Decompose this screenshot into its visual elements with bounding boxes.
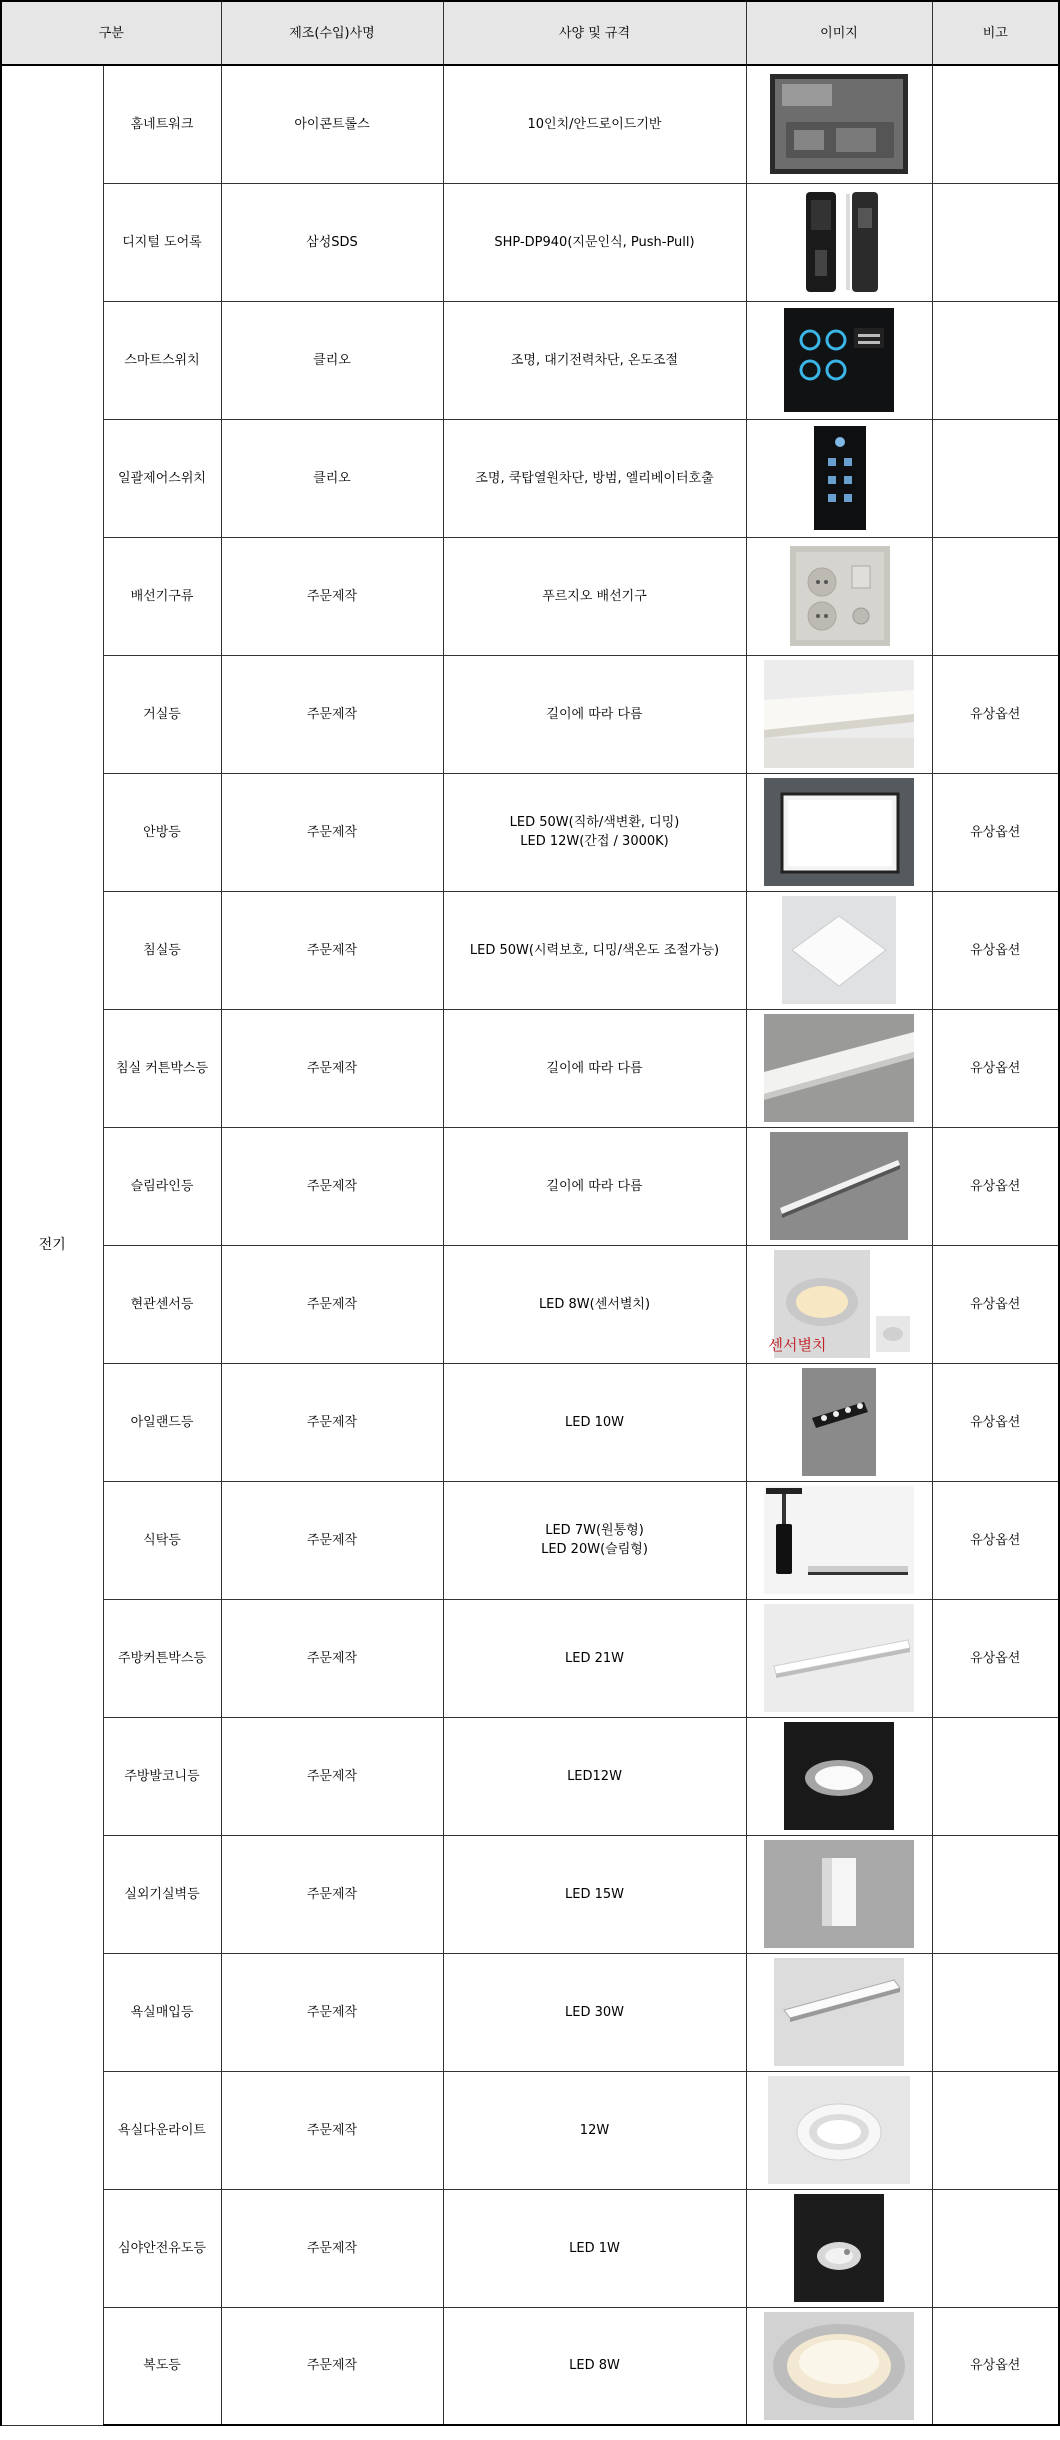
note-text bbox=[932, 1717, 1059, 1835]
maker-name: 주문제작 bbox=[221, 1363, 443, 1481]
item-name: 일괄제어스위치 bbox=[103, 419, 221, 537]
smart-switch-image bbox=[764, 306, 914, 414]
product-image bbox=[746, 419, 932, 537]
outdoor-unit-wall-light-image bbox=[764, 1840, 914, 1948]
item-name: 침실 커튼박스등 bbox=[103, 1009, 221, 1127]
spec-text bbox=[443, 1009, 746, 1127]
spec-text bbox=[443, 183, 746, 301]
note-text bbox=[932, 537, 1059, 655]
living-light-image bbox=[764, 660, 914, 768]
spec-text bbox=[443, 1599, 746, 1717]
wall-outlet-image bbox=[764, 542, 914, 650]
note-text: 유상옵션 bbox=[932, 1599, 1059, 1717]
maker-name: 삼성SDS bbox=[221, 183, 443, 301]
table-row bbox=[1, 773, 1059, 891]
spec-text bbox=[443, 1835, 746, 1953]
item-name: 실외기실벽등 bbox=[103, 1835, 221, 1953]
maker-name: 주문제작 bbox=[221, 1009, 443, 1127]
item-name: 거실등 bbox=[103, 655, 221, 773]
kitchen-curtain-light-image bbox=[764, 1604, 914, 1712]
item-name: 스마트스위치 bbox=[103, 301, 221, 419]
table-row bbox=[1, 891, 1059, 1009]
curtain-box-light-image bbox=[764, 1014, 914, 1122]
maker-name: 아이콘트롤스 bbox=[221, 65, 443, 183]
bedroom-light-image bbox=[764, 896, 914, 1004]
table-row bbox=[1, 655, 1059, 773]
item-name: 주방발코니등 bbox=[103, 1717, 221, 1835]
product-image bbox=[746, 1009, 932, 1127]
digital-doorlock-image bbox=[764, 188, 914, 296]
note-text: 유상옵션 bbox=[932, 891, 1059, 1009]
product-image bbox=[746, 1481, 932, 1599]
item-name: 복도등 bbox=[103, 2307, 221, 2425]
spec-line: 조명, 쿡탑열원차단, 방범, 엘리베이터호출 bbox=[475, 470, 714, 486]
table-row bbox=[1, 1245, 1059, 1363]
item-name: 욕실다운라이트 bbox=[103, 2071, 221, 2189]
product-image bbox=[746, 773, 932, 891]
product-image bbox=[746, 655, 932, 773]
product-image bbox=[746, 2071, 932, 2189]
product-image bbox=[746, 1127, 932, 1245]
spec-line: 푸르지오 배선기구 bbox=[542, 588, 647, 604]
bathroom-downlight-image bbox=[764, 2076, 914, 2184]
product-image bbox=[746, 2307, 932, 2425]
maker-name: 주문제작 bbox=[221, 1481, 443, 1599]
header-maker: 제조(수입)사명 bbox=[221, 1, 443, 65]
note-text bbox=[932, 65, 1059, 183]
slim-line-light-image bbox=[764, 1132, 914, 1240]
product-image bbox=[746, 1953, 932, 2071]
table-row bbox=[1, 1953, 1059, 2071]
spec-text bbox=[443, 1481, 746, 1599]
maker-name: 클리오 bbox=[221, 301, 443, 419]
product-image bbox=[746, 1717, 932, 1835]
spec-line: LED 12W(간접 / 3000K) bbox=[520, 834, 669, 849]
spec-text bbox=[443, 655, 746, 773]
table-row bbox=[1, 2307, 1059, 2425]
note-text: 유상옵션 bbox=[932, 2307, 1059, 2425]
spec-text bbox=[443, 2071, 746, 2189]
header-category: 구분 bbox=[1, 1, 221, 65]
spec-text bbox=[443, 2307, 746, 2425]
home-network-panel-image bbox=[764, 70, 914, 178]
spec-text bbox=[443, 1717, 746, 1835]
item-name: 침실등 bbox=[103, 891, 221, 1009]
maker-name: 주문제작 bbox=[221, 1835, 443, 1953]
note-text: 유상옵션 bbox=[932, 1009, 1059, 1127]
spec-line: LED12W bbox=[567, 1768, 622, 1784]
maker-name: 주문제작 bbox=[221, 773, 443, 891]
item-name: 식탁등 bbox=[103, 1481, 221, 1599]
corridor-light-image bbox=[764, 2312, 914, 2420]
spec-text bbox=[443, 1953, 746, 2071]
spec-text bbox=[443, 65, 746, 183]
maker-name: 주문제작 bbox=[221, 1599, 443, 1717]
note-text: 유상옵션 bbox=[932, 655, 1059, 773]
group-label: 전기 bbox=[1, 65, 103, 2425]
table-row bbox=[1, 537, 1059, 655]
spec-line: LED 20W(슬림형) bbox=[541, 1542, 648, 1557]
spec-line: LED 7W(원통형) bbox=[545, 1523, 644, 1538]
note-text bbox=[932, 1953, 1059, 2071]
note-text bbox=[932, 183, 1059, 301]
maker-name: 주문제작 bbox=[221, 1717, 443, 1835]
table-row bbox=[1, 1835, 1059, 1953]
maker-name: 주문제작 bbox=[221, 891, 443, 1009]
spec-line: LED 30W bbox=[565, 2004, 624, 2020]
maker-name: 주문제작 bbox=[221, 1245, 443, 1363]
spec-text bbox=[443, 1127, 746, 1245]
note-text: 유상옵션 bbox=[932, 1245, 1059, 1363]
master-room-light-image bbox=[764, 778, 914, 886]
island-light-image bbox=[764, 1368, 914, 1476]
night-guide-light-image bbox=[764, 2194, 914, 2302]
spec-line: LED 15W bbox=[565, 1886, 624, 1902]
note-text: 유상옵션 bbox=[932, 1127, 1059, 1245]
note-text bbox=[932, 301, 1059, 419]
spec-line: LED 50W(직하/색변환, 디밍) bbox=[509, 815, 680, 830]
table-row bbox=[1, 2189, 1059, 2307]
master-switch-image bbox=[764, 424, 914, 532]
item-name: 주방커튼박스등 bbox=[103, 1599, 221, 1717]
note-text: 유상옵션 bbox=[932, 1481, 1059, 1599]
table-row bbox=[1, 1599, 1059, 1717]
spec-line: LED 1W bbox=[569, 2240, 620, 2256]
spec-line: 12W bbox=[579, 2122, 610, 2138]
maker-name: 주문제작 bbox=[221, 1953, 443, 2071]
spec-text bbox=[443, 891, 746, 1009]
note-text bbox=[932, 2189, 1059, 2307]
image-caption: 센서별치 bbox=[768, 1335, 827, 1354]
spec-line: LED 8W bbox=[569, 2358, 620, 2374]
spec-line: LED 50W(시력보호, 디밍/색온도 조절가능) bbox=[469, 942, 720, 958]
note-text bbox=[932, 419, 1059, 537]
item-name: 디지털 도어록 bbox=[103, 183, 221, 301]
maker-name: 주문제작 bbox=[221, 2307, 443, 2425]
spec-line: 조명, 대기전력차단, 온도조절 bbox=[510, 352, 679, 368]
kitchen-balcony-light-image bbox=[764, 1722, 914, 1830]
product-image bbox=[746, 1363, 932, 1481]
table-row bbox=[1, 65, 1059, 183]
maker-name: 주문제작 bbox=[221, 2189, 443, 2307]
item-name: 배선기구류 bbox=[103, 537, 221, 655]
product-image bbox=[746, 183, 932, 301]
item-name: 아일랜드등 bbox=[103, 1363, 221, 1481]
item-name: 슬림라인등 bbox=[103, 1127, 221, 1245]
spec-text bbox=[443, 301, 746, 419]
product-image bbox=[746, 1245, 932, 1363]
table-row bbox=[1, 1717, 1059, 1835]
item-name: 홈네트워크 bbox=[103, 65, 221, 183]
note-text bbox=[932, 1835, 1059, 1953]
maker-name: 주문제작 bbox=[221, 2071, 443, 2189]
item-name: 심야안전유도등 bbox=[103, 2189, 221, 2307]
spec-line: 길이에 따라 다름 bbox=[546, 1060, 643, 1076]
table-row bbox=[1, 1009, 1059, 1127]
table-row bbox=[1, 1127, 1059, 1245]
table-row bbox=[1, 301, 1059, 419]
header-spec: 사양 및 규격 bbox=[443, 1, 746, 65]
spec-line: 길이에 따라 다름 bbox=[546, 706, 643, 722]
table-row bbox=[1, 1363, 1059, 1481]
maker-name: 주문제작 bbox=[221, 1127, 443, 1245]
product-image bbox=[746, 2189, 932, 2307]
maker-name: 주문제작 bbox=[221, 537, 443, 655]
product-image bbox=[746, 537, 932, 655]
header-image: 이미지 bbox=[746, 1, 932, 65]
spec-text bbox=[443, 773, 746, 891]
spec-text bbox=[443, 2189, 746, 2307]
spec-text bbox=[443, 1245, 746, 1363]
item-name: 욕실매입등 bbox=[103, 1953, 221, 2071]
spec-line: LED 21W bbox=[565, 1650, 624, 1666]
product-image bbox=[746, 301, 932, 419]
spec-line: LED 10W bbox=[565, 1414, 624, 1430]
spec-line: SHP-DP940(지문인식, Push-Pull) bbox=[494, 234, 695, 250]
product-image bbox=[746, 1599, 932, 1717]
spec-line: LED 8W(센서별치) bbox=[538, 1296, 651, 1312]
item-name: 안방등 bbox=[103, 773, 221, 891]
table-row bbox=[1, 419, 1059, 537]
bathroom-recessed-light-image bbox=[764, 1958, 914, 2066]
note-text: 유상옵션 bbox=[932, 1363, 1059, 1481]
spec-text bbox=[443, 419, 746, 537]
table-row bbox=[1, 183, 1059, 301]
note-text: 유상옵션 bbox=[932, 773, 1059, 891]
note-text bbox=[932, 2071, 1059, 2189]
maker-name: 클리오 bbox=[221, 419, 443, 537]
product-image bbox=[746, 891, 932, 1009]
dining-light-image bbox=[764, 1486, 914, 1594]
header-row bbox=[1, 1, 1059, 65]
spec-line: 길이에 따라 다름 bbox=[546, 1178, 643, 1194]
table-row bbox=[1, 2071, 1059, 2189]
spec-text bbox=[443, 1363, 746, 1481]
table-row bbox=[1, 1481, 1059, 1599]
spec-line: 10인치/안드로이드기반 bbox=[527, 116, 662, 132]
item-name: 현관센서등 bbox=[103, 1245, 221, 1363]
product-image bbox=[746, 65, 932, 183]
header-note: 비고 bbox=[932, 1, 1059, 65]
product-image bbox=[746, 1835, 932, 1953]
maker-name: 주문제작 bbox=[221, 655, 443, 773]
spec-text bbox=[443, 537, 746, 655]
